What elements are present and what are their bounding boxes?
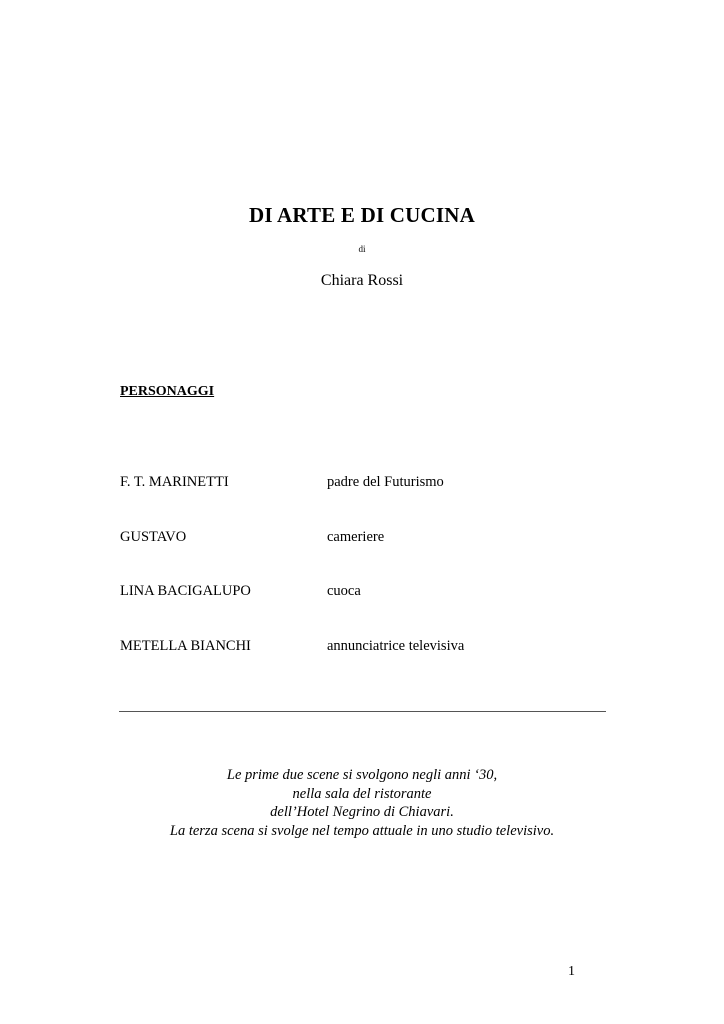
- by-label: di: [358, 244, 366, 254]
- cast-row: [120, 474, 620, 529]
- setting-description: [0, 766, 724, 840]
- character-role: cuoca: [327, 583, 361, 599]
- character-name: LINA BACIGALUPO: [120, 583, 251, 599]
- character-name: METELLA BIANCHI: [120, 637, 251, 654]
- cast-row: [120, 638, 620, 693]
- cast-list: [120, 474, 620, 692]
- setting-line: La terza scena si svolge nel tempo attuale in uno studio televisivo.: [169, 822, 555, 839]
- setting-line: Le prime due scene si svolgono negli anni ‘30,: [226, 767, 498, 783]
- cast-row: [120, 583, 620, 638]
- cast-row: [120, 529, 620, 584]
- character-role: padre del Futurismo: [327, 474, 444, 490]
- character-role: annunciatrice televisiva: [327, 637, 465, 654]
- author-name: Chiara Rossi: [320, 272, 404, 289]
- character-name: F. T. MARINETTI: [120, 474, 229, 490]
- horizontal-divider: [119, 711, 606, 712]
- setting-line: dell’Hotel Negrino di Chiavari.: [270, 804, 454, 820]
- setting-line: nella sala del ristorante: [292, 785, 432, 802]
- cast-heading: PERSONAGGI: [120, 384, 215, 399]
- character-role: cameriere: [327, 528, 385, 545]
- character-name: GUSTAVO: [120, 528, 187, 545]
- document-title: DI ARTE E DI CUCINA: [249, 203, 475, 227]
- page-number: 1: [568, 964, 575, 979]
